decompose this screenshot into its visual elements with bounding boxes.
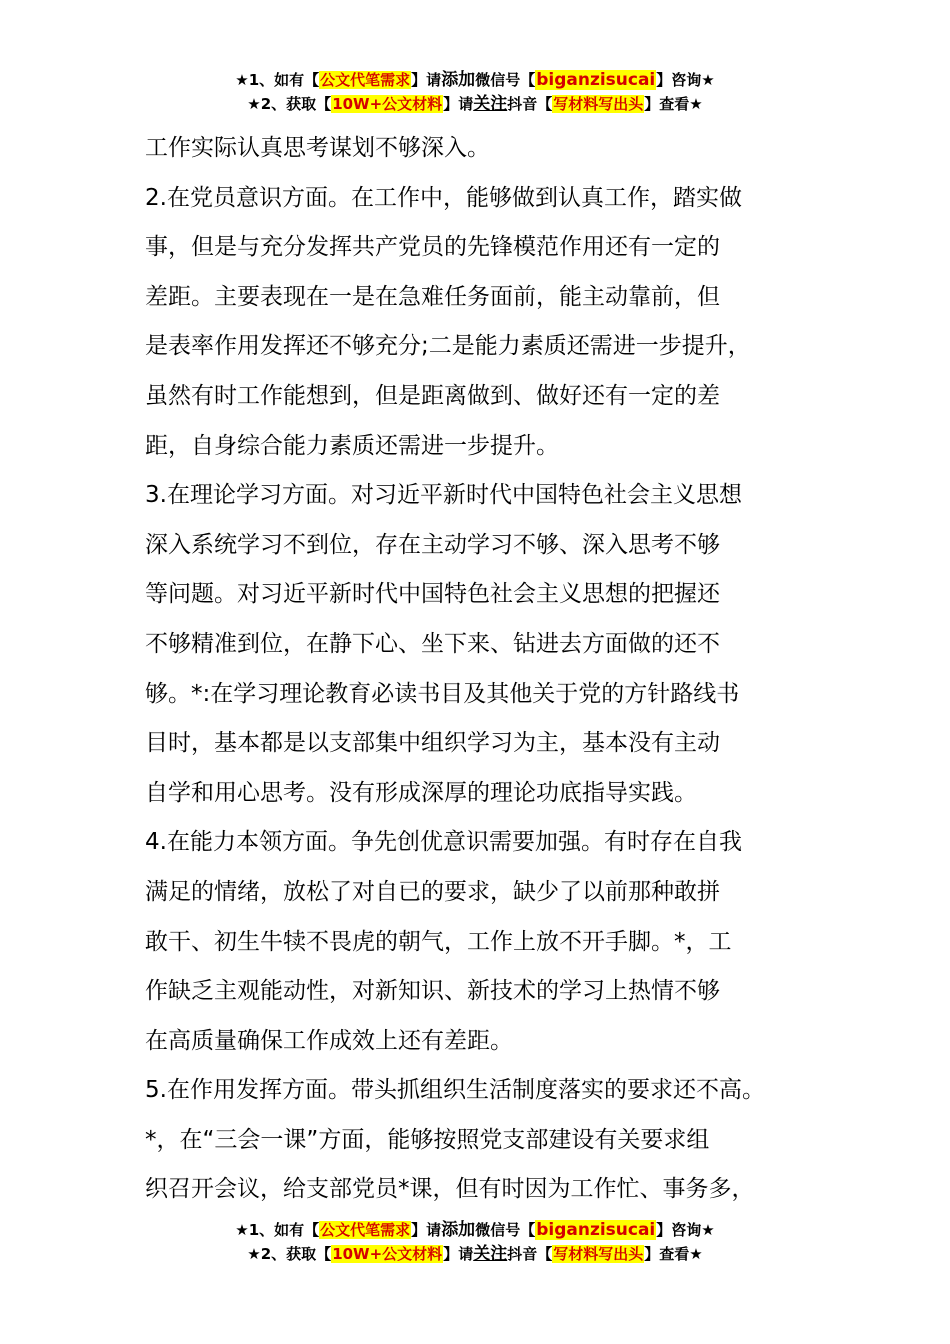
- banner-text: 】咨询★: [656, 71, 715, 89]
- body-text-line: 深入系统学习不到位，存在主动学习不够、深入思考不够: [145, 531, 720, 558]
- body-text-line: *，在“三会一课”方面，能够按照党支部建设有关要求组: [145, 1126, 710, 1153]
- banner-line-2: [0, 1242, 950, 1266]
- banner-text: ★1、如有【: [235, 71, 320, 89]
- banner-highlight: 10W+公文材料: [332, 95, 443, 113]
- banner-wechat-id: biganzisucai: [536, 70, 656, 90]
- banner-keyword: 添加: [441, 70, 476, 90]
- body-text-line: 虽然有时工作能想到，但是距离做到、做好还有一定的差: [145, 382, 720, 409]
- banner-keyword: 关注: [473, 1244, 508, 1264]
- banner-text: 】查看★: [644, 95, 703, 113]
- banner-highlight: 公文代笔需求: [320, 71, 411, 89]
- body-text-line: 工作实际认真思考谋划不够深入。: [145, 135, 490, 161]
- body-text-line: 敢干、初生牛犊不畏虎的朝气，工作上放不开手脚。*，工: [145, 928, 732, 955]
- body-text-line: 3.在理论学习方面。对习近平新时代中国特色社会主义思想: [145, 482, 742, 509]
- body-text-line: 4.在能力本领方面。争先创优意识需要加强。有时存在自我: [145, 829, 742, 856]
- body-text-line: 够。*:在学习理论教育必读书目及其他关于党的方针路线书: [145, 680, 740, 707]
- banner-keyword: 添加: [441, 1220, 476, 1240]
- banner-keyword: 关注: [473, 94, 508, 114]
- banner-text: 】咨询★: [656, 1221, 715, 1239]
- body-text-line: 织召开会议，给支部党员*课，但有时因为工作忙、事务多，: [145, 1176, 755, 1203]
- banner-text: 抖音【: [507, 1245, 553, 1263]
- banner-douyin-id: 写材料写出头: [553, 95, 644, 113]
- banner-text: 】请: [411, 1221, 442, 1239]
- body-text-line: 2.在党员意识方面。在工作中，能够做到认真工作，踏实做: [145, 184, 742, 211]
- banner-text: 微信号【: [475, 71, 536, 89]
- body-text-line: 自学和用心思考。没有形成深厚的理论功底指导实践。: [145, 779, 697, 806]
- body-text-line: 差距。主要表现在一是在急难任务面前，能主动靠前，但: [145, 283, 720, 310]
- banner-text: 】请: [443, 95, 474, 113]
- banner-text: 】请: [443, 1245, 474, 1263]
- body-text-line: 在高质量确保工作成效上还有差距。: [145, 1027, 513, 1054]
- footer-banner: [0, 1218, 950, 1266]
- body-text-line: 等问题。对习近平新时代中国特色社会主义思想的把握还: [145, 581, 720, 608]
- banner-text: 抖音【: [507, 95, 553, 113]
- banner-douyin-id: 写材料写出头: [553, 1245, 644, 1263]
- body-text-line: 距，自身综合能力素质还需进一步提升。: [145, 432, 559, 459]
- banner-text: ★2、获取【: [247, 95, 332, 113]
- banner-wechat-id: biganzisucai: [536, 1220, 656, 1240]
- banner-text: 】请: [411, 71, 442, 89]
- body-text-line: 满足的情绪，放松了对自已的要求，缺少了以前那种敢拼: [145, 878, 720, 905]
- banner-text: 微信号【: [475, 1221, 536, 1239]
- body-text-line: 不够精准到位，在静下心、坐下来、钻进去方面做的还不: [145, 630, 720, 657]
- banner-line-2: [0, 92, 950, 116]
- document-body: [145, 124, 835, 1215]
- banner-highlight: 10W+公文材料: [332, 1245, 443, 1263]
- body-text-line: 作缺乏主观能动性，对新知识、新技术的学习上热情不够: [145, 978, 720, 1005]
- header-banner: [0, 68, 950, 116]
- banner-text: ★1、如有【: [235, 1221, 320, 1239]
- body-text-line: 是表率作用发挥还不够充分;二是能力素质还需进一步提升，: [145, 333, 751, 360]
- body-text-line: 5.在作用发挥方面。带头抓组织生活制度落实的要求还不高。: [145, 1077, 765, 1104]
- body-text-line: 目时，基本都是以支部集中组织学习为主，基本没有主动: [145, 730, 720, 757]
- banner-text: 】查看★: [644, 1245, 703, 1263]
- banner-line-1: [0, 1218, 950, 1242]
- body-text-line: 事，但是与充分发挥共产党员的先锋模范作用还有一定的: [145, 234, 720, 261]
- banner-highlight: 公文代笔需求: [320, 1221, 411, 1239]
- banner-text: ★2、获取【: [247, 1245, 332, 1263]
- banner-line-1: [0, 68, 950, 92]
